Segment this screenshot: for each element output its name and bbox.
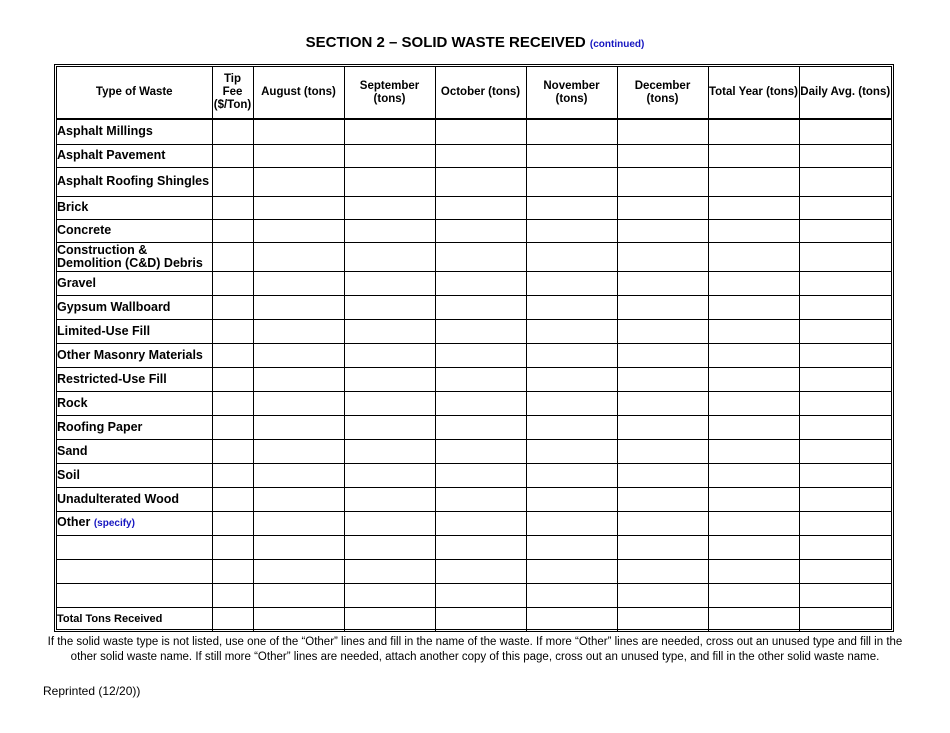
august-entry-cell[interactable] [253,607,344,631]
august-entry-cell[interactable] [253,415,344,439]
august-entry-cell[interactable] [253,295,344,319]
september-entry-cell[interactable] [344,559,435,583]
daily-avg-entry-cell[interactable] [799,167,891,196]
november-entry-cell[interactable] [526,511,617,535]
september-entry-cell[interactable] [344,439,435,463]
october-entry-cell[interactable] [435,511,526,535]
august-entry-cell[interactable] [253,559,344,583]
table-row [57,415,891,439]
table-row [57,559,891,583]
december-entry-cell[interactable] [617,119,708,144]
tip-fee-entry-cell[interactable] [212,196,253,219]
october-entry-cell[interactable] [435,367,526,391]
total-year-entry-cell[interactable] [708,196,799,219]
december-entry-cell[interactable] [617,144,708,167]
table-row [57,439,891,463]
august-entry-cell[interactable] [253,242,344,271]
october-entry-cell[interactable] [435,439,526,463]
october-entry-cell[interactable] [435,144,526,167]
tip-fee-entry-cell[interactable] [212,119,253,144]
august-entry-cell[interactable] [253,439,344,463]
tip-fee-entry-cell[interactable] [212,559,253,583]
solid-waste-form [54,64,894,632]
daily-avg-entry-cell[interactable] [799,242,891,271]
waste-type-cell [57,391,212,415]
november-entry-cell[interactable] [526,367,617,391]
october-entry-cell[interactable] [435,535,526,559]
table-row [57,319,891,343]
september-entry-cell[interactable] [344,167,435,196]
table-row [57,583,891,607]
header-november: November (tons) [526,67,617,119]
november-entry-cell[interactable] [526,607,617,631]
september-entry-cell[interactable] [344,144,435,167]
october-entry-cell[interactable] [435,607,526,631]
august-entry-cell[interactable] [253,463,344,487]
waste-type-cell [57,439,212,463]
november-entry-cell[interactable] [526,295,617,319]
november-entry-cell[interactable] [526,219,617,242]
total-year-entry-cell[interactable] [708,319,799,343]
august-entry-cell[interactable] [253,511,344,535]
november-entry-cell[interactable] [526,415,617,439]
daily-avg-entry-cell[interactable] [799,535,891,559]
october-entry-cell[interactable] [435,487,526,511]
november-entry-cell[interactable] [526,242,617,271]
september-entry-cell[interactable] [344,196,435,219]
september-entry-cell[interactable] [344,535,435,559]
total-year-entry-cell[interactable] [708,343,799,367]
header-september: September (tons) [344,67,435,119]
waste-type-label: Unadulterated Wood [57,491,179,506]
september-entry-cell[interactable] [344,242,435,271]
september-entry-cell[interactable] [344,463,435,487]
tip-fee-entry-cell[interactable] [212,583,253,607]
table-row [57,391,891,415]
tip-fee-entry-cell[interactable] [212,295,253,319]
waste-type-cell [57,607,212,631]
header-total-year: Total Year (tons) [708,67,799,119]
total-year-entry-cell[interactable] [708,583,799,607]
waste-type-cell [57,167,212,196]
waste-type-cell [57,242,212,271]
waste-type-cell [57,343,212,367]
table-row [57,196,891,219]
total-year-entry-cell[interactable] [708,144,799,167]
waste-type-label: Asphalt Millings [57,124,153,139]
october-entry-cell[interactable] [435,167,526,196]
october-entry-cell[interactable] [435,559,526,583]
waste-type-label: Asphalt Pavement [57,148,166,162]
total-row [57,607,891,631]
table-row [57,487,891,511]
october-entry-cell[interactable] [435,391,526,415]
november-entry-cell[interactable] [526,119,617,144]
august-entry-cell[interactable] [253,583,344,607]
waste-rows [57,119,891,631]
november-entry-cell[interactable] [526,463,617,487]
instructions-footnote: If the solid waste type is not listed, use one of the “Other” lines and fill in the name of the waste. If more “Other” lines are needed, cross out an unused type and fill in the other solid waste name. If still more “Other” lines are needed, attach another copy of this page, cross out an unused type, and fill in the other solid waste name. [47,636,903,663]
waste-type-cell [57,144,212,167]
table-row [57,367,891,391]
header-december: December (tons) [617,67,708,119]
september-entry-cell[interactable] [344,367,435,391]
waste-type-label: Rock [57,395,88,410]
october-entry-cell[interactable] [435,119,526,144]
daily-avg-entry-cell[interactable] [799,439,891,463]
waste-type-cell [57,463,212,487]
waste-type-label: Other [57,515,91,529]
october-entry-cell[interactable] [435,583,526,607]
september-entry-cell[interactable] [344,219,435,242]
november-entry-cell[interactable] [526,343,617,367]
waste-type-label: Gravel [57,275,96,290]
tip-fee-entry-cell[interactable] [212,439,253,463]
total-year-entry-cell[interactable] [708,367,799,391]
total-year-entry-cell[interactable] [708,391,799,415]
table-row [57,295,891,319]
october-entry-cell[interactable] [435,463,526,487]
tip-fee-entry-cell[interactable] [212,391,253,415]
november-entry-cell[interactable] [526,271,617,295]
tip-fee-entry-cell[interactable] [212,511,253,535]
november-entry-cell[interactable] [526,391,617,415]
december-entry-cell[interactable] [617,415,708,439]
october-entry-cell[interactable] [435,319,526,343]
total-year-entry-cell[interactable] [708,167,799,196]
waste-type-label: Brick [57,200,89,214]
daily-avg-entry-cell[interactable] [799,119,891,144]
november-entry-cell[interactable] [526,167,617,196]
waste-type-label: Asphalt Roofing Shingles [57,174,210,188]
august-entry-cell[interactable] [253,119,344,144]
daily-avg-entry-cell[interactable] [799,607,891,631]
total-year-entry-cell[interactable] [708,415,799,439]
header-october: October (tons) [435,67,526,119]
waste-type-cell [57,415,212,439]
november-entry-cell[interactable] [526,583,617,607]
september-entry-cell[interactable] [344,271,435,295]
header-tip-fee: Tip Fee ($/Ton) [212,67,253,119]
tip-fee-entry-cell[interactable] [212,535,253,559]
november-entry-cell[interactable] [526,487,617,511]
total-year-entry-cell[interactable] [708,487,799,511]
december-entry-cell[interactable] [617,487,708,511]
december-entry-cell[interactable] [617,607,708,631]
header-august: August (tons) [253,67,344,119]
september-entry-cell[interactable] [344,295,435,319]
waste-type-cell [57,487,212,511]
september-entry-cell[interactable] [344,511,435,535]
daily-avg-entry-cell[interactable] [799,219,891,242]
tip-fee-entry-cell[interactable] [212,242,253,271]
table-row [57,535,891,559]
tip-fee-entry-cell[interactable] [212,219,253,242]
tip-fee-entry-cell[interactable] [212,367,253,391]
december-entry-cell[interactable] [617,535,708,559]
december-entry-cell[interactable] [617,167,708,196]
november-entry-cell[interactable] [526,559,617,583]
december-entry-cell[interactable] [617,463,708,487]
table-row [57,219,891,242]
waste-type-label: Total Tons Received [57,612,163,625]
daily-avg-entry-cell[interactable] [799,559,891,583]
december-entry-cell[interactable] [617,391,708,415]
waste-type-cell [57,511,212,535]
waste-type-cell[interactable] [57,535,212,559]
daily-avg-entry-cell[interactable] [799,196,891,219]
table-row [57,343,891,367]
december-entry-cell[interactable] [617,559,708,583]
table-row [57,463,891,487]
total-year-entry-cell[interactable] [708,535,799,559]
daily-avg-entry-cell[interactable] [799,583,891,607]
november-entry-cell[interactable] [526,319,617,343]
waste-type-label: Limited-Use Fill [57,323,151,338]
august-entry-cell[interactable] [253,167,344,196]
total-year-entry-cell[interactable] [708,219,799,242]
header-row [57,67,891,119]
waste-type-label: Sand [57,443,88,458]
waste-type-label: Gypsum Wallboard [57,299,171,314]
waste-type-cell [57,295,212,319]
waste-type-cell [57,319,212,343]
december-entry-cell[interactable] [617,511,708,535]
august-entry-cell[interactable] [253,487,344,511]
total-year-entry-cell[interactable] [708,463,799,487]
december-entry-cell[interactable] [617,271,708,295]
daily-avg-entry-cell[interactable] [799,391,891,415]
header-type-of-waste: Type of Waste [57,67,212,119]
october-entry-cell[interactable] [435,271,526,295]
waste-type-cell[interactable] [57,583,212,607]
november-entry-cell[interactable] [526,439,617,463]
august-entry-cell[interactable] [253,144,344,167]
tip-fee-entry-cell[interactable] [212,487,253,511]
september-entry-cell[interactable] [344,583,435,607]
daily-avg-entry-cell[interactable] [799,463,891,487]
october-entry-cell[interactable] [435,343,526,367]
august-entry-cell[interactable] [253,319,344,343]
tip-fee-entry-cell[interactable] [212,144,253,167]
daily-avg-entry-cell[interactable] [799,415,891,439]
total-year-entry-cell[interactable] [708,119,799,144]
august-entry-cell[interactable] [253,391,344,415]
december-entry-cell[interactable] [617,583,708,607]
total-year-entry-cell[interactable] [708,559,799,583]
waste-type-cell[interactable] [57,559,212,583]
november-entry-cell[interactable] [526,196,617,219]
table-row [57,271,891,295]
december-entry-cell[interactable] [617,367,708,391]
section-title-text: SECTION 2 – SOLID WASTE RECEIVED [305,34,586,51]
december-entry-cell[interactable] [617,196,708,219]
december-entry-cell[interactable] [617,242,708,271]
waste-type-label: Soil [57,467,80,482]
september-entry-cell[interactable] [344,487,435,511]
daily-avg-entry-cell[interactable] [799,295,891,319]
waste-type-cell [57,119,212,144]
tip-fee-entry-cell[interactable] [212,167,253,196]
daily-avg-entry-cell[interactable] [799,511,891,535]
september-entry-cell[interactable] [344,391,435,415]
table-row [57,144,891,167]
solid-waste-table [57,67,891,631]
daily-avg-entry-cell[interactable] [799,271,891,295]
daily-avg-entry-cell[interactable] [799,367,891,391]
total-year-entry-cell[interactable] [708,607,799,631]
waste-type-label: Construction & Demolition (C&D) Debris [57,242,203,270]
tip-fee-entry-cell[interactable] [212,271,253,295]
october-entry-cell[interactable] [435,295,526,319]
daily-avg-entry-cell[interactable] [799,487,891,511]
total-year-entry-cell[interactable] [708,295,799,319]
waste-type-cell [57,271,212,295]
tip-fee-entry-cell[interactable] [212,463,253,487]
september-entry-cell[interactable] [344,343,435,367]
total-year-entry-cell[interactable] [708,439,799,463]
daily-avg-entry-cell[interactable] [799,343,891,367]
november-entry-cell[interactable] [526,535,617,559]
september-entry-cell[interactable] [344,415,435,439]
september-entry-cell[interactable] [344,119,435,144]
december-entry-cell[interactable] [617,295,708,319]
waste-type-label: Concrete [57,223,112,237]
august-entry-cell[interactable] [253,219,344,242]
waste-type-cell [57,219,212,242]
section-title [0,34,950,51]
total-year-entry-cell[interactable] [708,242,799,271]
august-entry-cell[interactable] [253,367,344,391]
august-entry-cell[interactable] [253,271,344,295]
december-entry-cell[interactable] [617,319,708,343]
august-entry-cell[interactable] [253,535,344,559]
header-daily-avg: Daily Avg. (tons) [799,67,891,119]
november-entry-cell[interactable] [526,144,617,167]
table-row [57,511,891,535]
september-entry-cell[interactable] [344,607,435,631]
specify-note: (specify) [93,518,135,529]
october-entry-cell[interactable] [435,415,526,439]
table-row [57,167,891,196]
waste-type-cell [57,367,212,391]
tip-fee-entry-cell[interactable] [212,415,253,439]
october-entry-cell[interactable] [435,219,526,242]
tip-fee-entry-cell[interactable] [212,319,253,343]
waste-type-label: Restricted-Use Fill [57,371,167,386]
daily-avg-entry-cell[interactable] [799,144,891,167]
december-entry-cell[interactable] [617,439,708,463]
december-entry-cell[interactable] [617,343,708,367]
table-row [57,119,891,144]
daily-avg-entry-cell[interactable] [799,319,891,343]
total-year-entry-cell[interactable] [708,271,799,295]
reprint-date: Reprinted (12/20)) [43,684,141,698]
total-year-entry-cell[interactable] [708,511,799,535]
august-entry-cell[interactable] [253,343,344,367]
tip-fee-entry-cell[interactable] [212,607,253,631]
waste-type-label: Other Masonry Materials [57,347,203,362]
waste-type-label: Roofing Paper [57,419,143,434]
october-entry-cell[interactable] [435,242,526,271]
tip-fee-entry-cell[interactable] [212,343,253,367]
october-entry-cell[interactable] [435,196,526,219]
december-entry-cell[interactable] [617,219,708,242]
table-row [57,242,891,271]
september-entry-cell[interactable] [344,319,435,343]
continued-label: (continued) [589,39,645,50]
waste-type-cell [57,196,212,219]
august-entry-cell[interactable] [253,196,344,219]
